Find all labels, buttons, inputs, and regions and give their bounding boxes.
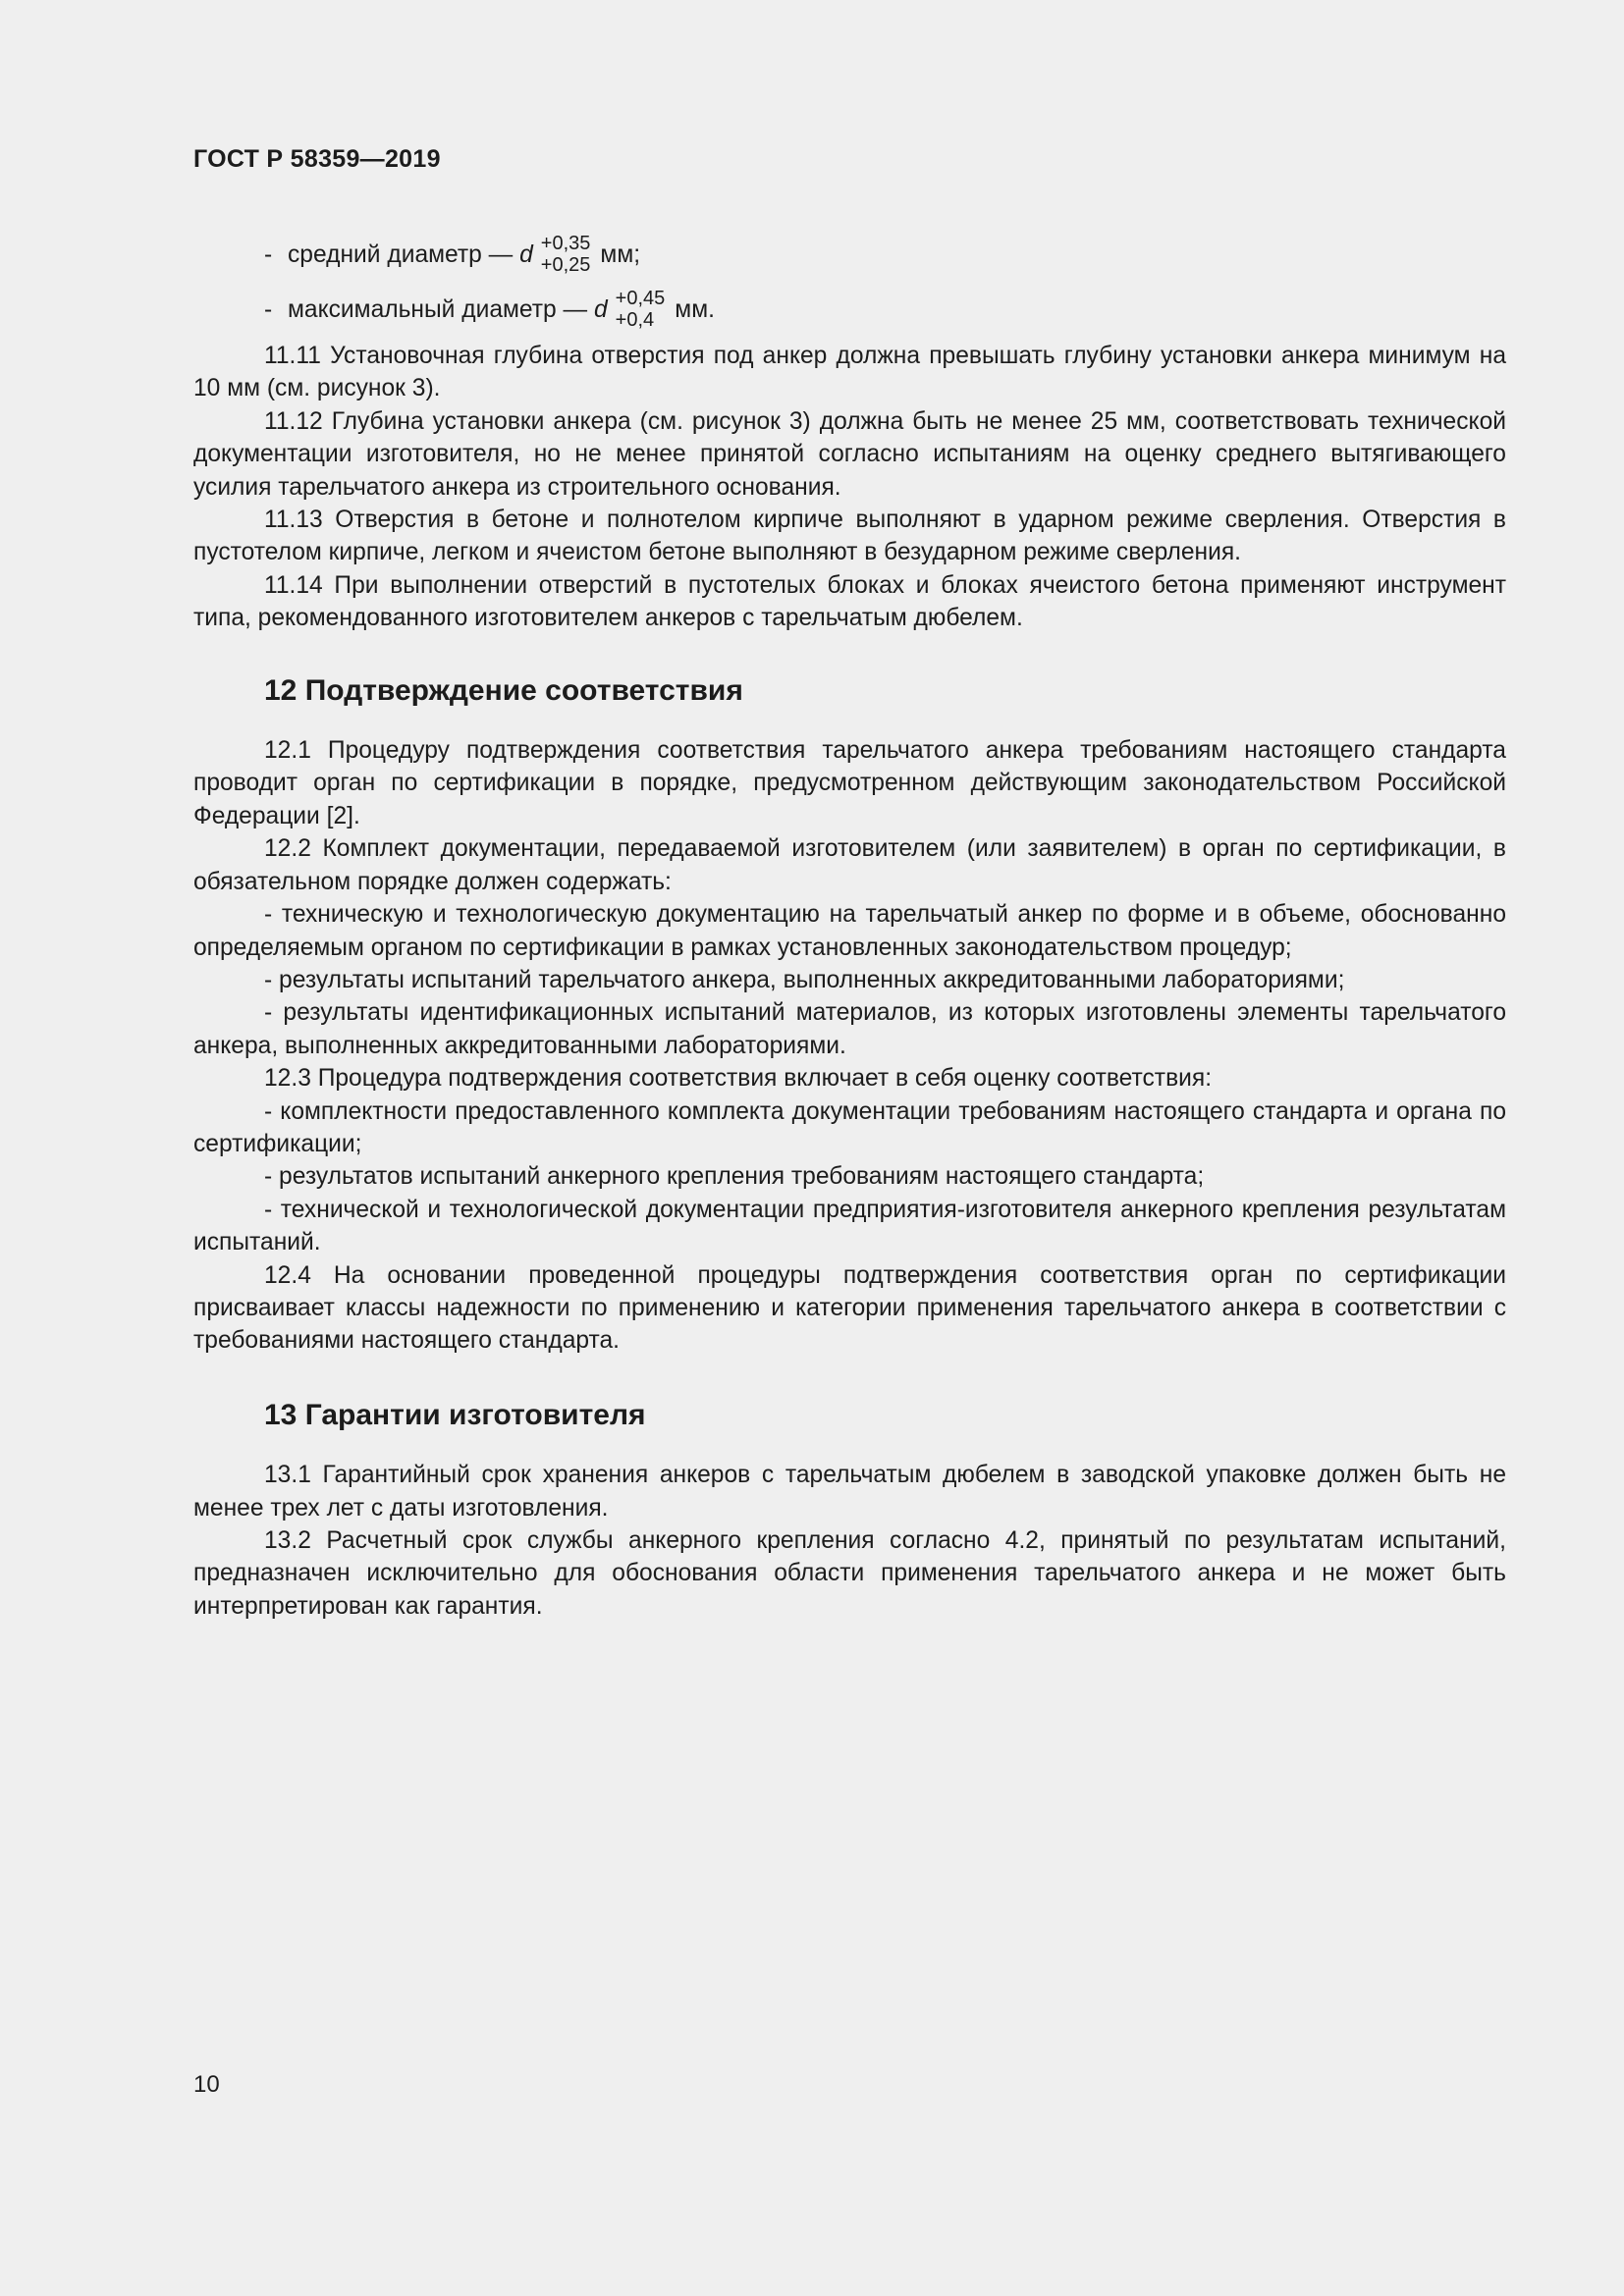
tolerance	[616, 288, 666, 331]
formula-variable: d	[519, 241, 533, 268]
document-body	[193, 228, 1506, 1623]
tolerance-lower: +0,4	[615, 308, 655, 331]
paragraph-11-13: 11.13 Отверстия в бетоне и полнотелом кирпиче выполняют в ударном режиме сверления. Отверстия в пустотелом кирпиче, легком и ячеистом бетоне выполняют в безударном режиме сверления.	[193, 507, 1506, 566]
list-item: - результаты испытаний тарельчатого анкера, выполненных аккредитованными лабораториями;	[264, 966, 1345, 993]
paragraph-11-11: 11.11 Установочная глубина отверстия под анкер должна превышать глубину установки анкера минимум на 10 мм (см. рисунок 3).	[193, 343, 1506, 402]
page-number: 10	[193, 2071, 220, 2098]
tolerance-upper: +0,35	[540, 232, 591, 254]
list-dash: -	[264, 296, 273, 323]
paragraph-13-2: 13.2 Расчетный срок службы анкерного крепления согласно 4.2, принятый по результатам испытаний, предназначен исключительно для обоснования области применения тарельчатого анкера и не может быть интерпретирован как гарантия.	[193, 1527, 1506, 1620]
paragraph-12-3: 12.3 Процедура подтверждения соответствия включает в себя оценку соответствия:	[264, 1065, 1213, 1093]
list-item: - техническую и технологическую документацию на тарельчатый анкер по форме и в объеме, обоснованно определяемым органом по сертификации в рамках установленных законодательством процедур;	[193, 901, 1506, 961]
list-item: - технической и технологической документации предприятия-изготовителя анкерного крепления результатам испытаний.	[193, 1196, 1506, 1256]
formula-max-diameter	[193, 283, 1506, 338]
tolerance-lower: +0,25	[540, 253, 591, 276]
section-heading-13: 13 Гарантии изготовителя	[264, 1398, 646, 1431]
list-dash: -	[264, 241, 273, 268]
paragraph-12-4: 12.4 На основании проведенной процедуры подтверждения соответствия орган по сертификации присваивает классы надежности по применению и категории применения тарельчатого анкера в соответствии с требованиями настоящего стандарта.	[193, 1261, 1506, 1355]
section-heading-12: 12 Подтверждение соответствия	[264, 673, 743, 707]
formula-variable: d	[593, 296, 608, 323]
paragraph-11-12: 11.12 Глубина установки анкера (см. рисунок 3) должна быть не менее 25 мм, соответствовать технической документации изготовителя, но не менее принятой согласно испытаниям на оценку среднего вытягивающего усилия тарельчатого анкера из строительного основания.	[193, 407, 1506, 501]
paragraph-12-1: 12.1 Процедуру подтверждения соответствия тарельчатого анкера требованиям настоящего стандарта проводит орган по сертификации в порядке, предусмотренном действующим законодательством Российской Федерации [2].	[193, 737, 1506, 829]
formula-unit: мм;	[600, 241, 641, 268]
tolerance	[541, 233, 591, 276]
formula-mean-diameter	[193, 228, 1506, 283]
formula-unit: мм.	[675, 296, 715, 323]
formula-label: максимальный диаметр —	[288, 296, 588, 323]
list-item: - результатов испытаний анкерного крепления требованиям настоящего стандарта;	[264, 1163, 1205, 1191]
document-header: ГОСТ Р 58359—2019	[193, 145, 441, 173]
list-item: - результаты идентификационных испытаний материалов, из которых изготовлены элементы тарельчатого анкера, выполненных аккредитованными лабораториями.	[193, 999, 1506, 1059]
formula-label: средний диаметр —	[288, 241, 514, 268]
list-item: - комплектности предоставленного комплекта документации требованиям настоящего стандарта и органа по сертификации;	[193, 1097, 1506, 1157]
tolerance-upper: +0,45	[615, 287, 666, 309]
paragraph-13-1: 13.1 Гарантийный срок хранения анкеров с тарельчатым дюбелем в заводской упаковке должен быть не менее трех лет с даты изготовления.	[193, 1462, 1506, 1522]
paragraph-11-14: 11.14 При выполнении отверстий в пустотелых блоках и блоках ячеистого бетона применяют инструмент типа, рекомендованного изготовителем анкеров с тарельчатым дюбелем.	[193, 571, 1506, 632]
paragraph-12-2: 12.2 Комплект документации, передаваемой изготовителем (или заявителем) в орган по сертификации, в обязательном порядке должен содержать:	[193, 835, 1506, 895]
